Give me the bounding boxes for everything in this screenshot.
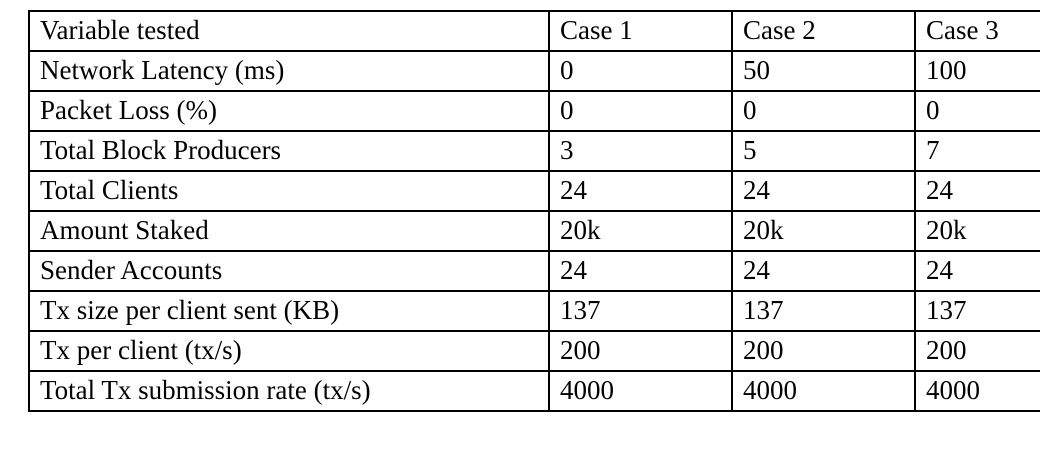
row-value: 137 [549,291,732,331]
table-row [29,371,1040,411]
table-row [29,251,1040,291]
column-header-variable: Variable tested [29,11,549,51]
row-label: Network Latency (ms) [29,51,549,91]
row-value: 5 [732,131,915,171]
row-value: 20k [732,211,915,251]
row-label: Sender Accounts [29,251,549,291]
row-value: 4000 [549,371,732,411]
row-value: 0 [549,91,732,131]
row-label: Tx per client (tx/s) [29,331,549,371]
row-value: 7 [915,131,1040,171]
row-value: 4000 [732,371,915,411]
row-value: 24 [732,251,915,291]
column-header-case-1: Case 1 [549,11,732,51]
table-row [29,291,1040,331]
row-value: 4000 [915,371,1040,411]
table-header-row [29,11,1040,51]
experiment-parameters-table [28,10,1040,412]
table-row [29,91,1040,131]
row-value: 20k [915,211,1040,251]
row-value: 137 [915,291,1040,331]
row-value: 0 [549,51,732,91]
row-label: Packet Loss (%) [29,91,549,131]
row-value: 24 [549,251,732,291]
row-label: Tx size per client sent (KB) [29,291,549,331]
row-label: Total Tx submission rate (tx/s) [29,371,549,411]
table-row [29,331,1040,371]
row-label: Total Clients [29,171,549,211]
row-value: 24 [549,171,732,211]
column-header-case-2: Case 2 [732,11,915,51]
row-value: 0 [732,91,915,131]
row-value: 3 [549,131,732,171]
table-row [29,211,1040,251]
row-value: 200 [549,331,732,371]
table-row [29,51,1040,91]
row-value: 24 [732,171,915,211]
row-value: 200 [732,331,915,371]
row-value: 24 [915,251,1040,291]
row-label: Total Block Producers [29,131,549,171]
row-label: Amount Staked [29,211,549,251]
table-row [29,131,1040,171]
row-value: 200 [915,331,1040,371]
row-value: 20k [549,211,732,251]
table-row [29,171,1040,211]
row-value: 137 [732,291,915,331]
row-value: 100 [915,51,1040,91]
column-header-case-3: Case 3 [915,11,1040,51]
row-value: 0 [915,91,1040,131]
row-value: 24 [915,171,1040,211]
row-value: 50 [732,51,915,91]
